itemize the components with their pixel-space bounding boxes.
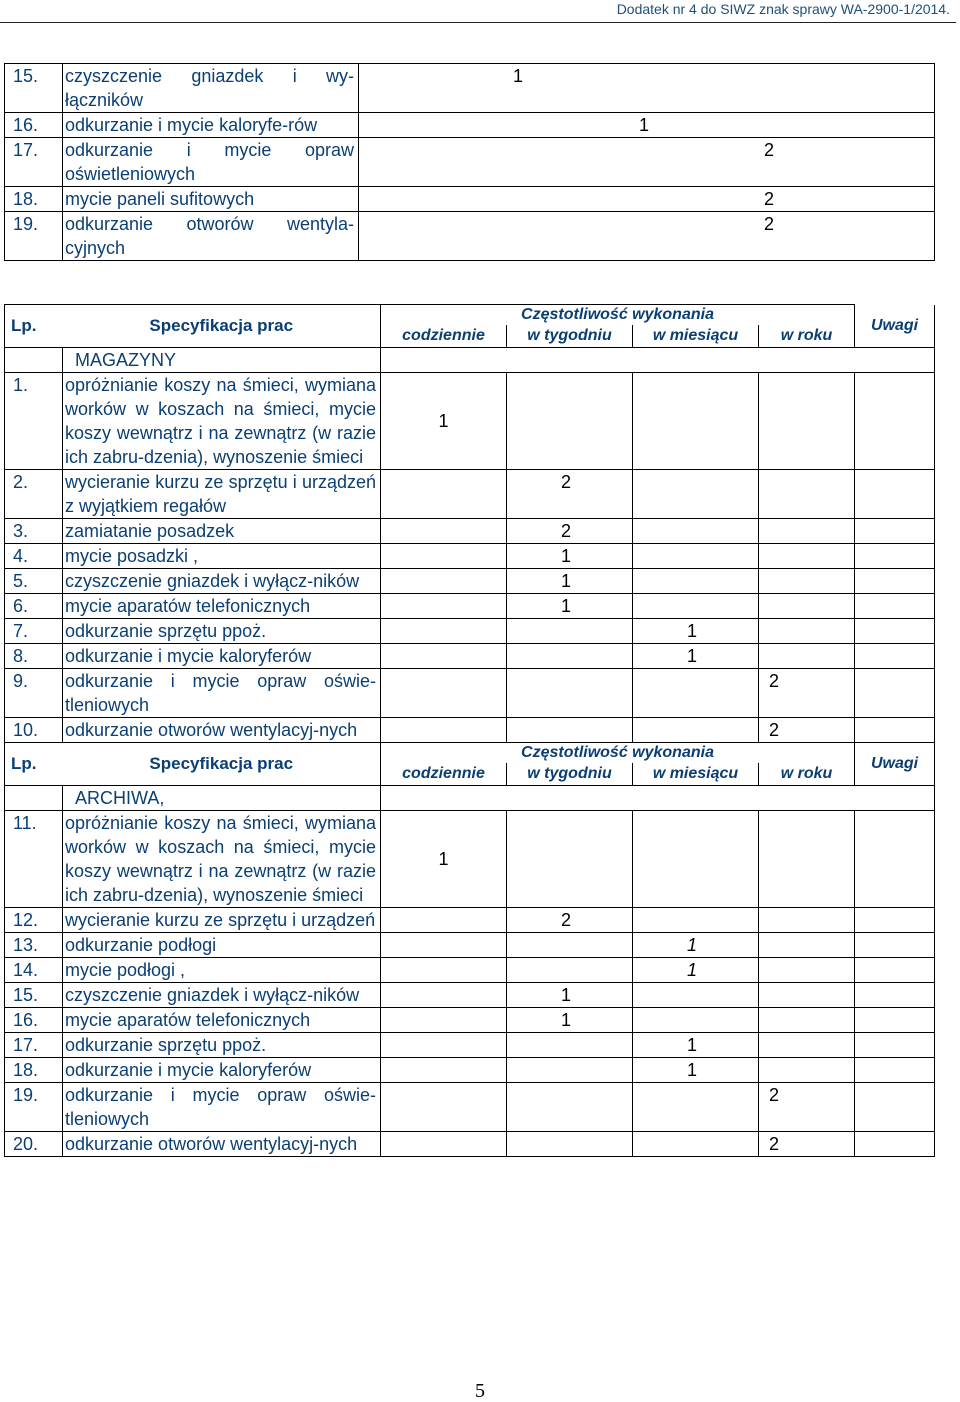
row-number: 17.	[5, 1033, 63, 1058]
row-number: 18.	[5, 187, 63, 212]
table-row	[5, 187, 935, 212]
table-row	[5, 669, 935, 718]
table-row	[5, 958, 935, 983]
table-row	[5, 1033, 935, 1058]
table-row	[5, 594, 935, 619]
row-number: 2.	[5, 470, 63, 519]
row-description: zamiatanie posadzek	[63, 519, 381, 544]
main-schedule-table	[4, 304, 935, 1157]
table-row	[5, 64, 935, 113]
row-description: opróżnianie koszy na śmieci, wymiana worków w koszach na śmieci, mycie koszy wewnątrz i na zewnątrz (w razie ich zabru-dzenia), wynoszenie śmieci	[63, 811, 381, 908]
col-yearly: w roku	[759, 763, 855, 786]
row-description: odkurzanie i mycie opraw oświetleniowych	[63, 138, 359, 187]
spec-header: Specyfikacja prac	[63, 305, 381, 348]
section-row	[5, 348, 935, 373]
section-title: ARCHIWA,	[63, 786, 381, 811]
row-frequency: 2	[759, 1132, 855, 1157]
row-description: odkurzanie i mycie kaloryferów	[63, 1058, 381, 1083]
row-frequency: 1	[507, 1008, 633, 1033]
row-number: 5.	[5, 569, 63, 594]
uwagi-header: Uwagi	[855, 305, 935, 348]
row-number: 11.	[5, 811, 63, 908]
row-description: odkurzanie sprzętu ppoż.	[63, 619, 381, 644]
row-frequency: 1	[633, 1033, 759, 1058]
row-number: 19.	[5, 212, 63, 261]
row-frequency: 1	[633, 958, 759, 983]
col-daily: codziennie	[381, 763, 507, 786]
row-frequency: 2	[759, 718, 855, 743]
lp-header: Lp.	[5, 305, 63, 348]
table-row	[5, 544, 935, 569]
table-row	[5, 1058, 935, 1083]
row-number: 4.	[5, 544, 63, 569]
row-description: odkurzanie i mycie kaloryfe-rów	[63, 113, 359, 138]
table-row	[5, 983, 935, 1008]
table-row	[5, 519, 935, 544]
table-row	[5, 619, 935, 644]
row-frequency: 1	[359, 64, 935, 113]
row-description: opróżnianie koszy na śmieci, wymiana worków w koszach na śmieci, mycie koszy wewnątrz i na zewnątrz (w razie ich zabru-dzenia), wynoszenie śmieci	[63, 373, 381, 470]
table-row	[5, 569, 935, 594]
row-description: mycie paneli sufitowych	[63, 187, 359, 212]
table-row	[5, 933, 935, 958]
row-description: czyszczenie gniazdek i wyłącz-ników	[63, 569, 381, 594]
row-frequency: 1	[633, 644, 759, 669]
row-number: 19.	[5, 1083, 63, 1132]
row-description: mycie podłogi ,	[63, 958, 381, 983]
row-frequency: 1	[507, 594, 633, 619]
row-frequency: 2	[359, 138, 935, 187]
table-row	[5, 1132, 935, 1157]
table-header	[5, 305, 935, 326]
frequency-header: Częstotliwość wykonania	[381, 743, 855, 764]
table-row	[5, 1083, 935, 1132]
row-frequency: 1	[381, 811, 507, 908]
row-description: odkurzanie i mycie opraw oświe-tleniowych	[63, 669, 381, 718]
col-yearly: w roku	[759, 325, 855, 348]
section-row	[5, 786, 935, 811]
row-number: 10.	[5, 718, 63, 743]
row-frequency: 2	[507, 519, 633, 544]
row-frequency: 1	[381, 373, 507, 470]
row-description: wycieranie kurzu ze sprzętu i urządzeń	[63, 908, 381, 933]
row-number: 18.	[5, 1058, 63, 1083]
col-daily: codziennie	[381, 325, 507, 348]
row-description: mycie aparatów telefonicznych	[63, 1008, 381, 1033]
row-frequency: 2	[359, 212, 935, 261]
row-description: czyszczenie gniazdek i wy-łączników	[63, 64, 359, 113]
continuation-table	[4, 63, 935, 261]
table-row	[5, 212, 935, 261]
row-frequency: 1	[633, 619, 759, 644]
row-description: odkurzanie otworów wentyla-cyjnych	[63, 212, 359, 261]
row-description: czyszczenie gniazdek i wyłącz-ników	[63, 983, 381, 1008]
table-row	[5, 811, 935, 908]
table-row	[5, 138, 935, 187]
row-description: mycie aparatów telefonicznych	[63, 594, 381, 619]
row-description: odkurzanie otworów wentylacyj-nych	[63, 718, 381, 743]
row-number: 9.	[5, 669, 63, 718]
table-header-repeat	[5, 743, 935, 764]
row-frequency: 1	[359, 113, 935, 138]
table-row	[5, 1008, 935, 1033]
row-number: 1.	[5, 373, 63, 470]
row-number: 3.	[5, 519, 63, 544]
row-frequency: 2	[359, 187, 935, 212]
table-row	[5, 908, 935, 933]
row-frequency: 1	[633, 933, 759, 958]
row-number: 6.	[5, 594, 63, 619]
col-weekly: w tygodniu	[507, 325, 633, 348]
row-description: odkurzanie i mycie opraw oświe-tleniowych	[63, 1083, 381, 1132]
row-number: 14.	[5, 958, 63, 983]
frequency-header: Częstotliwość wykonania	[381, 305, 855, 326]
row-number: 15.	[5, 64, 63, 113]
table-row	[5, 373, 935, 470]
section-title: MAGAZYNY	[63, 348, 381, 373]
row-number: 17.	[5, 138, 63, 187]
row-frequency: 1	[507, 569, 633, 594]
row-description: odkurzanie podłogi	[63, 933, 381, 958]
row-frequency: 1	[507, 544, 633, 569]
row-number: 13.	[5, 933, 63, 958]
row-frequency: 2	[759, 669, 855, 718]
row-number: 12.	[5, 908, 63, 933]
row-frequency: 1	[633, 1058, 759, 1083]
col-monthly: w miesiącu	[633, 763, 759, 786]
spec-header: Specyfikacja prac	[63, 743, 381, 786]
table-row	[5, 644, 935, 669]
table-row	[5, 113, 935, 138]
row-number: 16.	[5, 1008, 63, 1033]
table-row	[5, 718, 935, 743]
row-frequency: 2	[759, 1083, 855, 1132]
row-frequency: 1	[507, 983, 633, 1008]
row-description: odkurzanie i mycie kaloryferów	[63, 644, 381, 669]
row-number: 8.	[5, 644, 63, 669]
page-number: 5	[475, 1380, 485, 1402]
row-number: 20.	[5, 1132, 63, 1157]
row-description: mycie posadzki ,	[63, 544, 381, 569]
row-description: wycieranie kurzu ze sprzętu i urządzeń z wyjątkiem regałów	[63, 470, 381, 519]
row-number: 7.	[5, 619, 63, 644]
row-number: 16.	[5, 113, 63, 138]
table-row	[5, 470, 935, 519]
row-description: odkurzanie otworów wentylacyj-nych	[63, 1132, 381, 1157]
row-frequency: 2	[507, 470, 633, 519]
row-frequency: 2	[507, 908, 633, 933]
page-header	[0, 0, 956, 23]
col-weekly: w tygodniu	[507, 763, 633, 786]
uwagi-header: Uwagi	[855, 743, 935, 786]
row-number: 15.	[5, 983, 63, 1008]
lp-header: Lp.	[5, 743, 63, 786]
row-description: odkurzanie sprzętu ppoż.	[63, 1033, 381, 1058]
col-monthly: w miesiącu	[633, 325, 759, 348]
header-text: Dodatek nr 4 do SIWZ znak sprawy WA-2900-1/2014.	[616, 1, 950, 17]
